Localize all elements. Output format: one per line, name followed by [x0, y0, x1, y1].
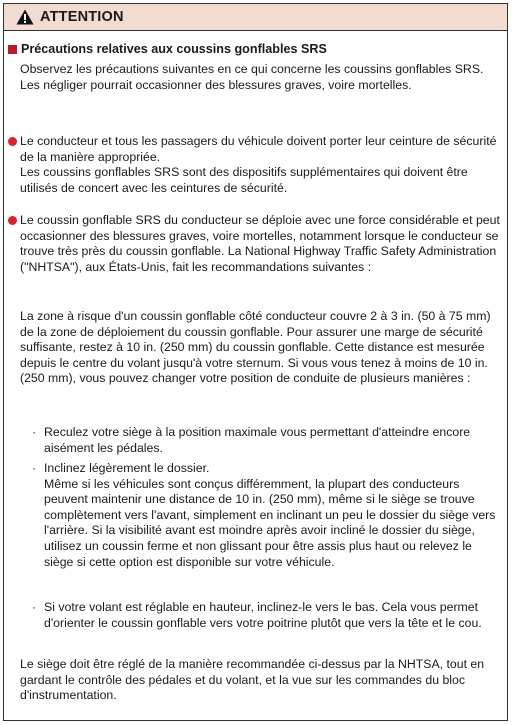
- bullet-dot: [8, 137, 17, 146]
- warning-triangle-icon: [16, 9, 34, 25]
- attention-box: [3, 3, 508, 721]
- bullet1-paragraph-1: Le conducteur et tous les passagers du véhicule doivent porter leur ceinture de sécurité de la manière appropriée.: [20, 134, 497, 164]
- risk-zone-paragraph: La zone à risque d'un coussin gonflable côté conducteur couvre 2 à 3 in. (50 à 75 mm) de la zone de déploiement du coussin gonflable. Pour assurer une marge de sécurité suffisante, restez à 10 in. (250 mm) du coussin gonflable. Cette distance est mesurée depuis le centre du volant jusqu'à votre sternum. Si vous vous tenez à moins de 10 in. (250 mm), vous pouvez changer votre position de conduite de plusieurs manières :: [20, 309, 491, 386]
- bullet-dot: [8, 216, 17, 225]
- bullet-item-seatbelts: [8, 134, 504, 196]
- closing-paragraph: Le siège doit être réglé de la manière recommandée ci-dessus par la NHTSA, tout en gardant le contrôle des pédales et du volant, et la vue sur les commandes du bloc d'instrumentation.: [20, 657, 485, 703]
- sub-item-3: · Si votre volant est réglable en hauteur, inclinez-le vers le bas. Cela vous permet d'orienter le coussin gonflable vers votre poitrine plutôt que vers la tête et le cou.: [32, 600, 482, 630]
- section-heading: [8, 42, 327, 58]
- sub-item-2: · Inclinez légèrement le dossier. Même si les véhicules sont conçus différemment, la plupart des conducteurs peuvent maintenir une distance de 10 in. (250 mm), même si le siège se trouve complètement vers l'avant, simplement en inclinant un peu le dossier du siège vers l'arrière. Si la visibilité avant est moindre après avoir incliné le dossier du siège, utilisez un coussin ferme et non glissant pour être assis plus haut ou relevez le siège si cette option est disponible sur votre véhicule.: [32, 461, 496, 569]
- bullet-item-driver-airbag: [8, 213, 504, 275]
- section-marker-square: [8, 45, 17, 54]
- sub-bullet-mark: ·: [32, 461, 37, 475]
- bullet2-paragraph-1: Le coussin gonflable SRS du conducteur se déploie avec une force considérable et peut occasionner des blessures graves, voire mortelles, notamment lorsque le conducteur se trouve très près du coussin gonflable. La National Highway Traffic Safety Administration ("NHTSA"), aux États-Unis, fait les recommandations suivantes :: [20, 213, 500, 274]
- intro-block: [20, 62, 504, 93]
- attention-header: [4, 4, 507, 31]
- intro-paragraph-2: Les négliger pourrait occasionner des blessures graves, voire mortelles.: [20, 77, 412, 92]
- attention-title: ATTENTION: [40, 9, 124, 25]
- sub-bullet-mark: ·: [32, 425, 37, 439]
- intro-paragraph-1: Observez les précautions suivantes en ce qui concerne les coussins gonflables SRS.: [20, 62, 484, 76]
- section-title: Précautions relatives aux coussins gonflables SRS: [21, 42, 327, 56]
- sub-item-1: · Reculez votre siège à la position maximale vous permettant d'atteindre encore aisément les pédales.: [32, 425, 471, 455]
- bullet1-paragraph-2: Les coussins gonflables SRS sont des dispositifs supplémentaires qui doivent être utilisés de concert avec les ceintures de sécurité.: [20, 165, 468, 195]
- sub-bullet-mark: ·: [32, 600, 37, 614]
